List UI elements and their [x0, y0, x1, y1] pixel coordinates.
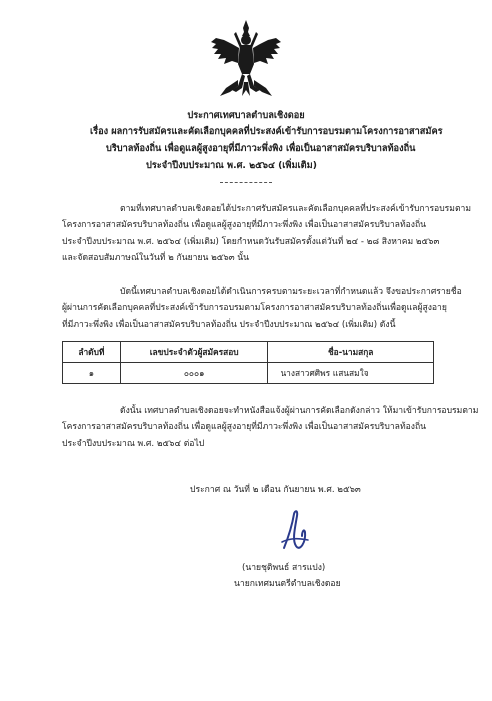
- subject-line-3-wrap: [146, 158, 492, 174]
- subject-line-1: ผลการรับสมัครและคัดเลือกบุคคลที่ประสงค์เข้ารับการอบรมตามโครงการอาสาสมัคร: [111, 126, 443, 137]
- subject-line-2: บริบาลท้องถิ่น เพื่อดูแลผู้สูงอายุที่มีภาวะพึ่งพิง เพื่อเป็นอาสาสมัครบริบาลท้องถิ่น: [106, 143, 416, 154]
- paragraph-3-line-1: ดังนั้น เทศบาลตำบลเชิงดอยจะทำหนังสือแจ้งผู้ผ่านการคัดเลือกดังกล่าว ให้มาเข้ารับการอบรมตาม: [120, 406, 479, 416]
- column-header-order: ลำดับที่: [63, 342, 121, 363]
- row-applicant-id: ๐๐๐๑: [120, 363, 268, 384]
- paragraph-announcement: [62, 201, 472, 267]
- subject-line-3: ประจำปีงบประมาณ พ.ศ. ๒๕๖๔ (เพิ่มเติม): [146, 160, 317, 171]
- subject-prefix: เรื่อง: [90, 126, 109, 137]
- result-table: [62, 341, 434, 384]
- announcement-heading: [60, 108, 432, 124]
- paragraph-1-line-4: และจัดสอบสัมภาษณ์ในวันที่ ๒ กันยายน ๒๕๖๓ นั้น: [62, 253, 250, 264]
- heading-divider: [220, 182, 272, 183]
- subject-block: [90, 124, 450, 140]
- paragraph-1-line-3: ประจำปีงบประมาณ พ.ศ. ๒๕๖๔ (เพิ่มเติม) โดยกำหนดวันรับสมัครตั้งแต่วันที่ ๒๔ - ๒๘ สิงหาคม ๒๕๖๓: [62, 236, 440, 247]
- subject-line-2-wrap: [106, 141, 466, 157]
- paragraph-1-line-2: โครงการอาสาสมัครบริบาลท้องถิ่น เพื่อดูแลผู้สูงอายุที่มีภาวะพึ่งพิง เพื่อเป็นอาสาสมัครบริบาลท้องถิ่น: [62, 220, 427, 231]
- paragraph-2-line-3: ที่มีภาวะพึ่งพิง เพื่อเป็นอาสาสมัครบริบาลท้องถิ่น ประจำปีงบประมาณ ๒๕๖๔ (เพิ่มเติม) ดังนี้: [62, 319, 396, 330]
- announcement-org: ประกาศเทศบาลตำบลเชิงดอย: [187, 110, 305, 121]
- signature-icon: [278, 508, 312, 554]
- paragraph-2-line-1: บัดนี้เทศบาลตำบลเชิงดอยได้ดำเนินการครบตามระยะเวลาที่กำหนดแล้ว จึงขอประกาศรายชื่อ: [120, 287, 462, 297]
- announcement-date: ประกาศ ณ วันที่ ๒ เดือน กันยายน พ.ศ. ๒๕๖๓: [190, 485, 361, 495]
- row-order: ๑: [63, 363, 121, 384]
- paragraph-2-line-2: ผู้ผ่านการคัดเลือกบุคคลที่ประสงค์เข้ารับการอบรมตามโครงการอาสาสมัครบริบาลท้องถิ่นเพื่อดูแลผู้สูงอายุ: [62, 303, 447, 314]
- paragraph-3-line-3: ประจำปีงบประมาณ พ.ศ. ๒๕๖๔ ต่อไป: [62, 438, 205, 449]
- table-header-row: [63, 342, 434, 363]
- paragraph-3-line-2: โครงการอาสาสมัครบริบาลท้องถิ่น เพื่อดูแลผู้สูงอายุที่มีภาวะพึ่งพิง เพื่อเป็นอาสาสมัครบริบาลท้องถิ่น: [62, 422, 427, 433]
- paragraph-result: [62, 284, 462, 333]
- signer-position: นายกเทศมนตรีตำบลเชิงดอย: [234, 579, 341, 589]
- column-header-applicant-id: เลขประจำตัวผู้สมัครสอบ: [120, 342, 268, 363]
- garuda-emblem-icon: [208, 18, 284, 98]
- column-header-name: ชื่อ-นามสกุล: [268, 342, 434, 363]
- paragraph-1-line-1: ตามที่เทศบาลตำบลเชิงดอยได้ประกาศรับสมัครและคัดเลือกบุคคลที่ประสงค์เข้ารับการอบรมตาม: [120, 204, 472, 214]
- row-name: นางสาวศศิพร แสนสมใจ: [268, 363, 434, 384]
- table-row: [63, 363, 434, 384]
- paragraph-followup: [62, 403, 479, 452]
- signer-name: (นายชุติพนธ์ สารแปง): [242, 563, 326, 573]
